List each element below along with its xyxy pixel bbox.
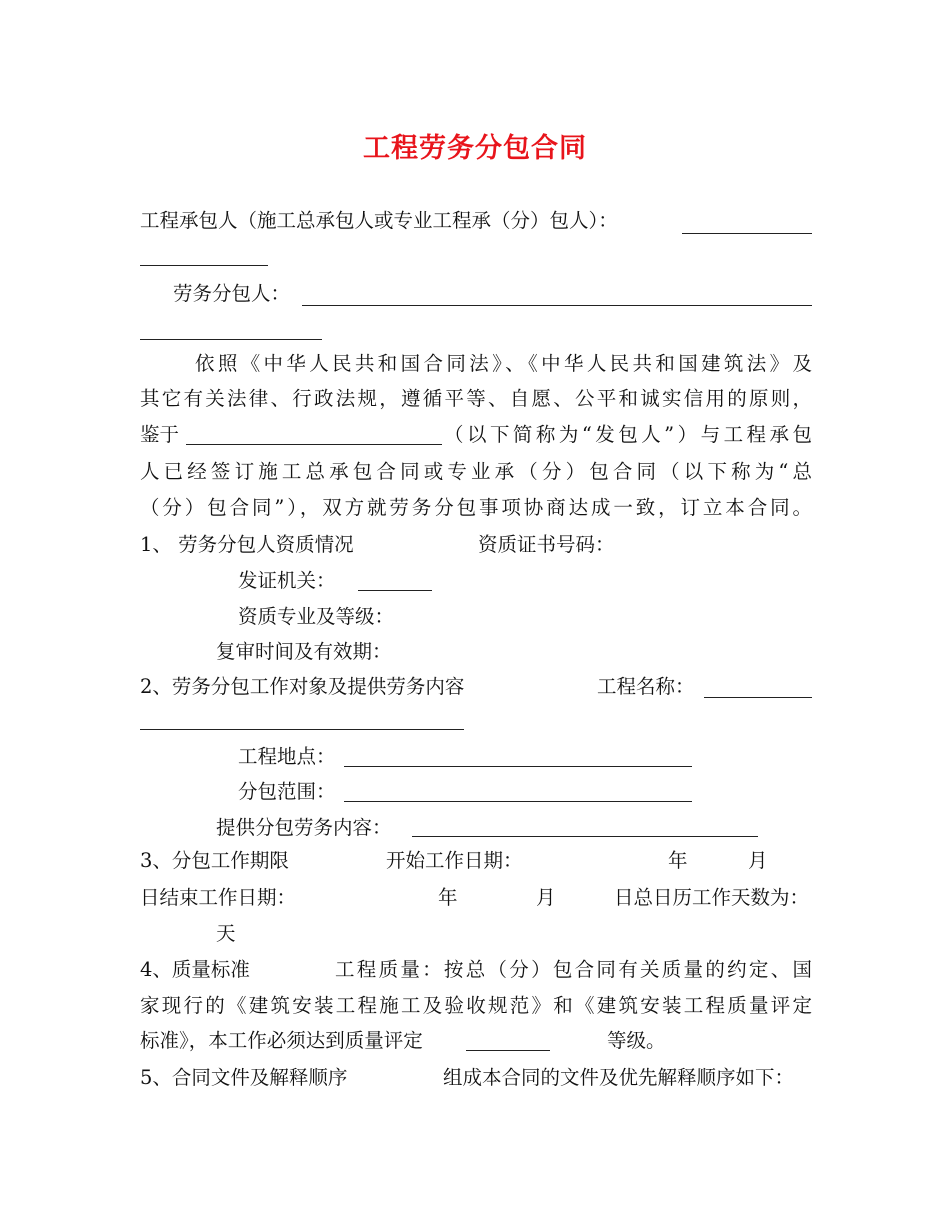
project-name-blank[interactable] <box>704 697 812 698</box>
end-year-label: 年 <box>438 886 458 909</box>
quality-line-3b: 等级。 <box>607 1029 666 1052</box>
start-year-label: 年 <box>668 849 688 872</box>
subcontractor-blank[interactable] <box>302 305 812 306</box>
review-label: 复审时间及有效期： <box>216 640 392 663</box>
contractor-blank[interactable] <box>682 233 812 234</box>
project-name-blank-cont[interactable] <box>140 729 464 730</box>
days-unit-label: 天 <box>216 922 236 945</box>
content-blank[interactable] <box>412 836 758 837</box>
subcontractor-blank-cont[interactable] <box>140 339 322 340</box>
total-days-label: 日总日历工作天数为： <box>614 886 810 909</box>
scope-label: 分包范围： <box>238 780 336 803</box>
quality-line-2: 家现行的《建筑安装工程施工及验收规范》和《建筑安装工程质量评定 <box>140 994 812 1017</box>
subcontractor-label: 劳务分包人： <box>173 282 291 305</box>
documents-order-text: 组成本合同的文件及优先解释顺序如下： <box>443 1066 795 1089</box>
section-5-heading: 5、合同文件及解释顺序 <box>140 1066 348 1089</box>
location-label: 工程地点： <box>238 745 336 768</box>
end-month-label: 月 <box>536 886 556 909</box>
preamble-line-3b: （以下简称为“发包人”）与工程承包 <box>444 423 812 446</box>
issuer-label: 发证机关： <box>238 569 336 592</box>
section-3-heading: 3、分包工作期限 <box>140 849 289 872</box>
preamble-line-5: （分）包合同”），双方就劳务分包事项协商达成一致，订立本合同。 <box>140 496 812 519</box>
issuer-blank[interactable] <box>358 590 432 591</box>
preamble-line-3a: 鉴于 <box>140 423 180 446</box>
quality-line-3a: 标准》，本工作必须达到质量评定 <box>140 1029 423 1052</box>
specialty-label: 资质专业及等级： <box>238 605 395 628</box>
preamble-line-2: 其它有关法律、行政法规，遵循平等、自愿、公平和诚实信用的原则， <box>140 387 812 410</box>
contractor-label: 工程承包人（施工总承包人或专业工程承（分）包人）： <box>140 209 618 232</box>
content-label: 提供分包劳务内容： <box>216 816 392 839</box>
quality-line-1: 工程质量：按总（分）包合同有关质量的约定、国 <box>335 958 812 981</box>
preamble-line-1: 依照《中华人民共和国合同法》、《中华人民共和国建筑法》及 <box>195 352 812 375</box>
contractor-blank-cont[interactable] <box>140 265 268 266</box>
employer-blank[interactable] <box>186 444 442 445</box>
document-title: 工程劳务分包合同 <box>363 133 587 164</box>
end-date-label: 日结束工作日期： <box>140 886 297 909</box>
location-blank[interactable] <box>344 766 692 767</box>
scope-blank[interactable] <box>344 801 692 802</box>
quality-grade-blank[interactable] <box>466 1050 550 1051</box>
project-name-label: 工程名称： <box>597 675 695 698</box>
start-date-label: 开始工作日期： <box>386 849 523 872</box>
section-1-heading: 1、 劳务分包人资质情况 <box>140 533 354 556</box>
section-4-heading: 4、质量标准 <box>140 958 250 981</box>
cert-number-label: 资质证书号码： <box>478 533 615 556</box>
start-month-label: 月 <box>748 849 768 872</box>
preamble-line-4: 人已经签订施工总承包合同或专业承（分）包合同（以下称为“总 <box>140 460 812 483</box>
section-2-heading: 2、劳务分包工作对象及提供劳务内容 <box>140 675 465 698</box>
